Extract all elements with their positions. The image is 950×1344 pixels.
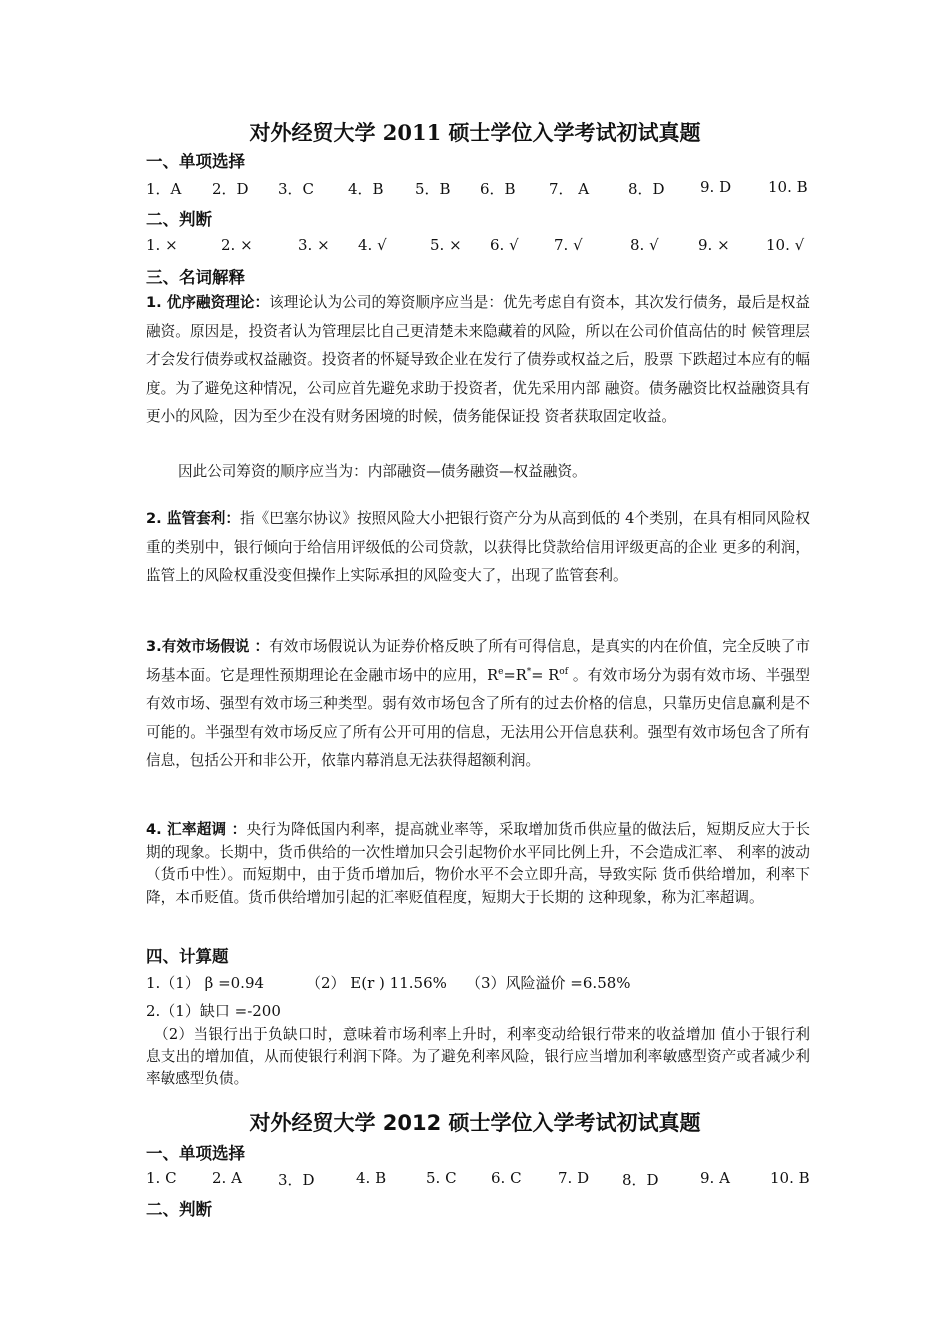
formula-r: R (487, 666, 499, 684)
exam-2011-title: 对外经贸大学 2011 硕士学位入学考试初试真题 (249, 120, 701, 145)
answer-item: 5. C (426, 1169, 457, 1187)
judge-item: 1. × (146, 236, 178, 254)
section-terms-2011: 三、名词解释 (146, 268, 245, 287)
judge-item: 6. √ (490, 236, 519, 254)
judge-item: 10. √ (766, 236, 805, 254)
formula-sup-star: * (526, 666, 532, 677)
section-single-choice-2011: 一、单项选择 (146, 152, 245, 171)
answer-item: 2．D (212, 180, 249, 198)
exam-2012-title-year: 2012 (382, 1111, 442, 1135)
answer-item: 3．C (278, 180, 315, 198)
judge-item: 7. √ (554, 236, 583, 254)
answer-item: 8．D (628, 180, 665, 198)
judge-item: 9. × (698, 236, 730, 254)
term-2 (146, 505, 810, 591)
term-3-body-b: 。有效市场分为弱有效市场、半强型有效市场、强型有效市场三种类型。弱有效市场包含了所有的过去价格的信息，只靠历史信息赢利是不可能的。半强型有效市场反应了所有公开可用的信息，无法用公开信息获利。强型有效市场包含了所有信息，包括公开和非公开，依靠内幕消息无法获得超额利润。 (146, 666, 810, 769)
answer-item: 6. C (491, 1169, 522, 1187)
term-3-body-a: 有效市场假说认为证券价格反映了所有可得信息，是真实的内在价值，完全反映了市场基本面。它是理性预期理论在金融市场中的应用， (146, 638, 810, 684)
term-2-body: 指《巴塞尔协议》按照风险大小把银行资产分为从高到低的 4个类别，在具有相同风险权重的类别中，银行倾向于给信用评级低的公司贷款，以获得比贷款给信用评级更高的企业 更多的利润，监管上的风险权重没变但操作上实际承担的风险变大了，出现了监管套利。 (146, 510, 810, 584)
answer-item: 4. B (356, 1169, 387, 1187)
answer-item: 10. B (768, 178, 808, 196)
formula-sup-of: of (559, 666, 569, 677)
answer-item: 7． A (549, 180, 590, 198)
term-3 (146, 633, 810, 776)
section-calc-2011: 四、计算题 (146, 947, 229, 966)
calc-1-part-2: （2） E(r ) 11.56% (306, 974, 447, 992)
answer-item: 8．D (622, 1171, 659, 1189)
section-judge-2011: 二、判断 (146, 210, 212, 229)
judge-item: 2. × (221, 236, 253, 254)
formula (487, 667, 568, 684)
answer-item: 1．A (146, 180, 182, 198)
exam-2012-title (0, 1107, 950, 1137)
answer-item: 6．B (480, 180, 516, 198)
calc-2-part-1: 2.（1）缺口 =-200 (146, 1002, 281, 1020)
answer-item: 10. B (770, 1169, 810, 1187)
answer-item: 5．B (415, 180, 451, 198)
term-1-body: 该理论认为公司的筹资顺序应当是：优先考虑自有资本，其次发行债务，最后是权益融资。原因是，投资者认为管理层比自己更清楚未来隐藏着的风险，所以在公司价值高估的时 候管理层才会发行债券或权益融资。投资者的怀疑导致企业在发行了债券或权益之后，股票 下跌超过本应有的幅度。为了避免这种情况，公司应首先避免求助于投资者，优先采用内部 融资。债务融资比权益融资具有更小的风险，因为至少在没有财务困境的时候，债务能保证投 资者获取固定收益。 (146, 294, 810, 425)
answer-item: 7. D (558, 1169, 590, 1187)
judge-item: 5. × (430, 236, 462, 254)
judge-item: 8. √ (630, 236, 659, 254)
term-2-title: 2. 监管套利： (146, 510, 240, 527)
judge-item: 3. × (298, 236, 330, 254)
term-1-conclusion: 因此公司筹资的顺序应当为：内部融资—债务融资—权益融资。 (178, 463, 587, 480)
section-judge-2012: 二、判断 (146, 1200, 212, 1219)
answer-item: 3．D (278, 1171, 315, 1189)
formula-r-star: =R (503, 666, 527, 684)
term-1 (146, 289, 810, 432)
term-4 (146, 819, 810, 909)
term-4-body: 央行为降低国内利率，提高就业率等，采取增加货币供应量的做法后，短期反应大于长期的现象。长期中，货币供给的一次性增加只会引起物价水平同比例上升，不会造成汇率、 利率的波动（货币中性）。而短期中，由于货币增加后，物价水平不会立即升高，导致实际 货币供给增加，利率下降，本币贬值。货币供给增加引起的汇率贬值程度，短期大于长期的 这种现象，称为汇率超调。 (146, 821, 810, 906)
judge-item: 4. √ (358, 236, 387, 254)
exam-2012-title-post: 硕士学位入学考试初试真题 (441, 1110, 701, 1135)
answer-item: 2. A (212, 1169, 242, 1187)
section-single-choice-2012: 一、单项选择 (146, 1144, 245, 1163)
exam-2012-title-pre: 对外经贸大学 (249, 1110, 383, 1135)
calc-1-part-3: （3）风险溢价 =6.58% (466, 974, 631, 992)
answer-item: 4．B (348, 180, 384, 198)
answer-item: 9. D (700, 178, 732, 196)
term-1-title: 1. 优序融资理论： (146, 294, 270, 311)
calc-2-part-2: （2）当银行出于负缺口时，意味着市场利率上升时，利率变动给银行带来的收益增加 值小于银行利息支出的增加值，从而使银行利润下降。为了避免利率风险，银行应当增加利率敏感型资产或者减少利率敏感型负债。 (146, 1026, 810, 1087)
formula-r-of: = R (531, 666, 560, 684)
calc-1-part-1: 1.（1） β =0.94 (146, 974, 265, 992)
term-3-title: 3.有效市场假说 ： (146, 638, 270, 655)
answer-item: 9. A (700, 1169, 730, 1187)
answer-item: 1. C (146, 1169, 177, 1187)
formula-sup-e: e (498, 666, 504, 677)
term-4-title: 4. 汇率超调 ： (146, 821, 247, 838)
